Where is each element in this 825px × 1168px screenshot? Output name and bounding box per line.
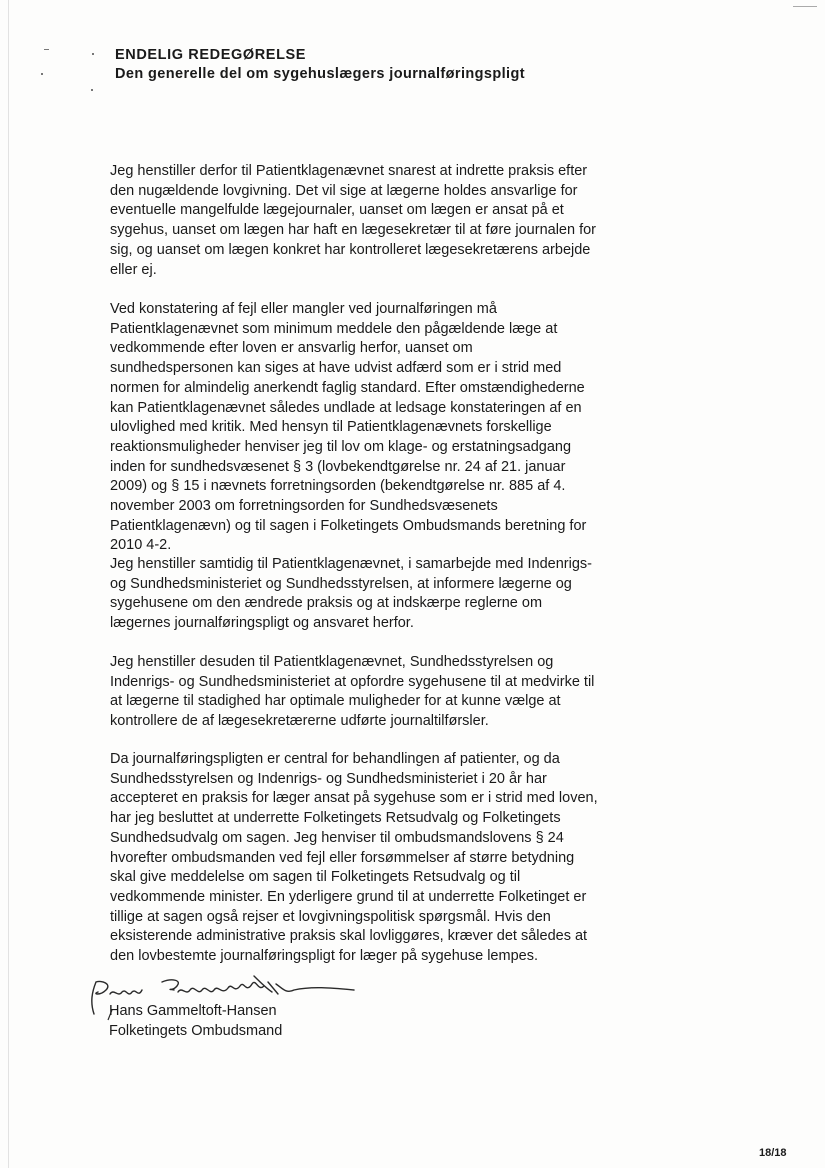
scan-speck	[92, 53, 94, 55]
body-paragraph: Da journalføringspligten er central for behandlingen af patienter, og da Sundhedsstyrelsen og Indenrigs- og Sundhedsministeriet i 20 år har accepteret en praksis for læger ansat på sygehuse som er i strid med loven, har jeg besluttet at underrette Folketingets Retsudvalg og Folketingets Sundhedsudvalg om sagen. Jeg henviser til ombudsmandslovens § 24 hvorefter ombudsmanden ved fejl eller forsømmelser af større betydning skal give meddelelse om sagen til Folketingets Retsudvalg og til vedkommende minister. En yderligere grund til at underrette Folketinget er tillige at sagen også rejser et lovgivningspolitisk spørgsmål. Hvis den eksisterende administrative praksis skal lovliggøres, kræver det således at den lovbestemte journalføringspligt for læger på sygehuse lempes.	[110, 751, 598, 965]
signer-name: Hans Gammeltoft-Hansen	[109, 1003, 277, 1019]
scan-speck	[44, 49, 49, 50]
scan-speck	[41, 73, 43, 75]
body-paragraph: Jeg henstiller derfor til Patientklagenævnet snarest at indrette praksis efter den nugældende lovgivning. Det vil sige at lægerne holdes ansvarlige for eventuelle mangelfulde lægejournaler, uanset om lægen er ansat på et sygehus, uanset om lægen har haft en lægesekretær til at føre journalen for sig, og uanset om lægen konkret har kontrolleret lægesekretærens arbejde eller ej.	[110, 163, 597, 278]
scan-corner-mark	[793, 6, 817, 7]
scan-margin-line	[8, 0, 9, 1168]
document-subtitle: Den generelle del om sygehuslægers journalføringspligt	[115, 66, 525, 82]
body-paragraph: Jeg henstiller samtidig til Patientklagenævnet, i samarbejde med Indenrigs- og Sundhedsministeriet og Sundhedsstyrelsen, at informere lægerne og sygehusene om den ændrede praksis og at indskærpe reglerne om lægernes journalføringspligt og ansvaret herfor.	[110, 556, 592, 632]
body-paragraph: Jeg henstiller desuden til Patientklagenævnet, Sundhedsstyrelsen og Indenrigs- og Sundhedsministeriet at opfordre sygehusene til at medvirke til at lægerne til stadighed har optimale muligheder for at kunne vælge at kontrollere de af lægesekretærerne udførte journaltilførsler.	[110, 654, 595, 730]
scan-speck	[91, 89, 93, 91]
page-number: 18/18	[759, 1147, 787, 1159]
document-title: ENDELIG REDEGØRELSE	[115, 47, 307, 63]
body-paragraph: Ved konstatering af fejl eller mangler ved journalføringen må Patientklagenævnet som minimum meddele den pågældende læge at vedkommende efter loven er ansvarlig herfor, uanset om sundhedspersonen kan siges at have udvist adfærd som er i strid med normen for almindelig anerkendt faglig standard. Efter omstændighederne kan Patientklagenævnet således undlade at ledsage konstateringen af en ulovlighed med kritik. Med hensyn til Patientklagenævnets forskellige reaktionsmuligheder henviser jeg til lov om klage- og erstatningsadgang inden for sundhedsvæsenet § 3 (lovbekendtgørelse nr. 24 af 21. januar 2009) og § 15 i nævnets forretningsorden (bekendtgørelse nr. 885 af 4. november 2003 om forretningsorden for Sundhedsvæsenets Patientklagenævn) og til sagen i Folketingets Ombudsmands beretning for 2010 4-2.	[110, 301, 587, 554]
signer-title: Folketingets Ombudsmand	[109, 1023, 283, 1039]
